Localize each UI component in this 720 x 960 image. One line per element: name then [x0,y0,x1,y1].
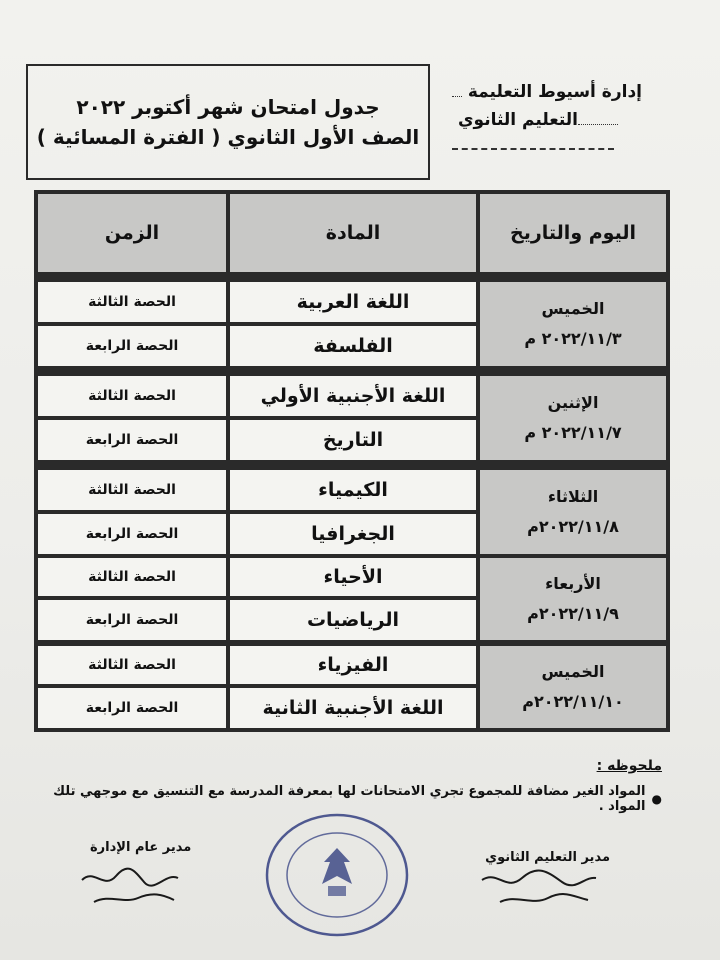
admin-name: إدارة أسيوط التعليمة [467,82,642,102]
day-cell [480,376,666,460]
subject-cell: الفلسفة [230,326,476,366]
day-date: ٢٠٢٢/١١/١٠م [522,692,624,711]
subject-cell: الأحياء [230,558,476,596]
schedule-table [34,190,670,732]
administration-header [452,82,642,150]
subject-cell: اللغة الأجنبية الأولي [230,376,476,416]
subject-cell: الرياضيات [230,600,476,640]
note-text: المواد الغير مضافة للمجموع تجري الامتحانات لها بمعرفة المدرسة مع التنسيق مع موجهي تلك المواد . [53,784,646,814]
day-date: ٢٠٢٢/١١/٧ م [524,423,622,442]
notes-label: ملحوظه : [596,758,662,774]
day-name: الإثنين [547,393,599,412]
subject-cell: اللغة الأجنبية الثانية [230,688,476,728]
title-box [26,64,430,180]
period-cell: الحصة الثالثة [38,282,226,322]
day-cell [480,470,666,554]
day-date: ٢٠٢٢/١١/٨م [527,517,619,536]
day-name: الأربعاء [545,574,601,593]
day-cell [480,558,666,640]
period-cell: الحصة الثالثة [38,376,226,416]
subject-cell: الكيمياء [230,470,476,510]
page-subtitle: الصف الأول الثانوي ( الفترة المسائية ) [36,125,420,149]
admin-department: التعليم الثانوي [457,110,578,130]
signature-title-general-director: مدير عام الإدارة [90,840,192,855]
day-date: ٢٠٢٢/١١/٩م [527,604,619,623]
dotted-line [452,96,462,97]
column-header-day: اليوم والتاريخ [480,194,666,272]
day-name: الثلاثاء [547,487,599,506]
handwritten-signature-left [74,860,194,910]
subject-cell: اللغة العربية [230,282,476,322]
dotted-line [578,124,618,125]
day-cell [480,646,666,728]
bullet-icon: ● [651,792,662,806]
signature-title-secondary-director: مدير التعليم الثانوي [485,850,610,865]
day-date: ٢٠٢٢/١١/٣ م [524,329,622,348]
column-header-subject: المادة [230,194,476,272]
period-cell: الحصة الرابعة [38,420,226,460]
subject-cell: الجغرافيا [230,514,476,554]
period-cell: الحصة الثالثة [38,558,226,596]
column-header-time: الزمن [38,194,226,272]
day-name: الخميس [541,662,605,681]
period-cell: الحصة الرابعة [38,688,226,728]
period-cell: الحصة الثالثة [38,470,226,510]
day-cell [480,282,666,366]
notes-section [42,758,662,814]
day-name: الخميس [541,299,605,318]
subject-cell: التاريخ [230,420,476,460]
dashed-line [452,148,614,150]
page-title: جدول امتحان شهر أكتوبر ٢٠٢٢ [76,95,380,119]
period-cell: الحصة الرابعة [38,326,226,366]
subject-cell: الفيزياء [230,646,476,684]
period-cell: الحصة الثالثة [38,646,226,684]
period-cell: الحصة الرابعة [38,514,226,554]
period-cell: الحصة الرابعة [38,600,226,640]
official-stamp-icon [262,810,412,940]
handwritten-signature-right [472,866,602,910]
